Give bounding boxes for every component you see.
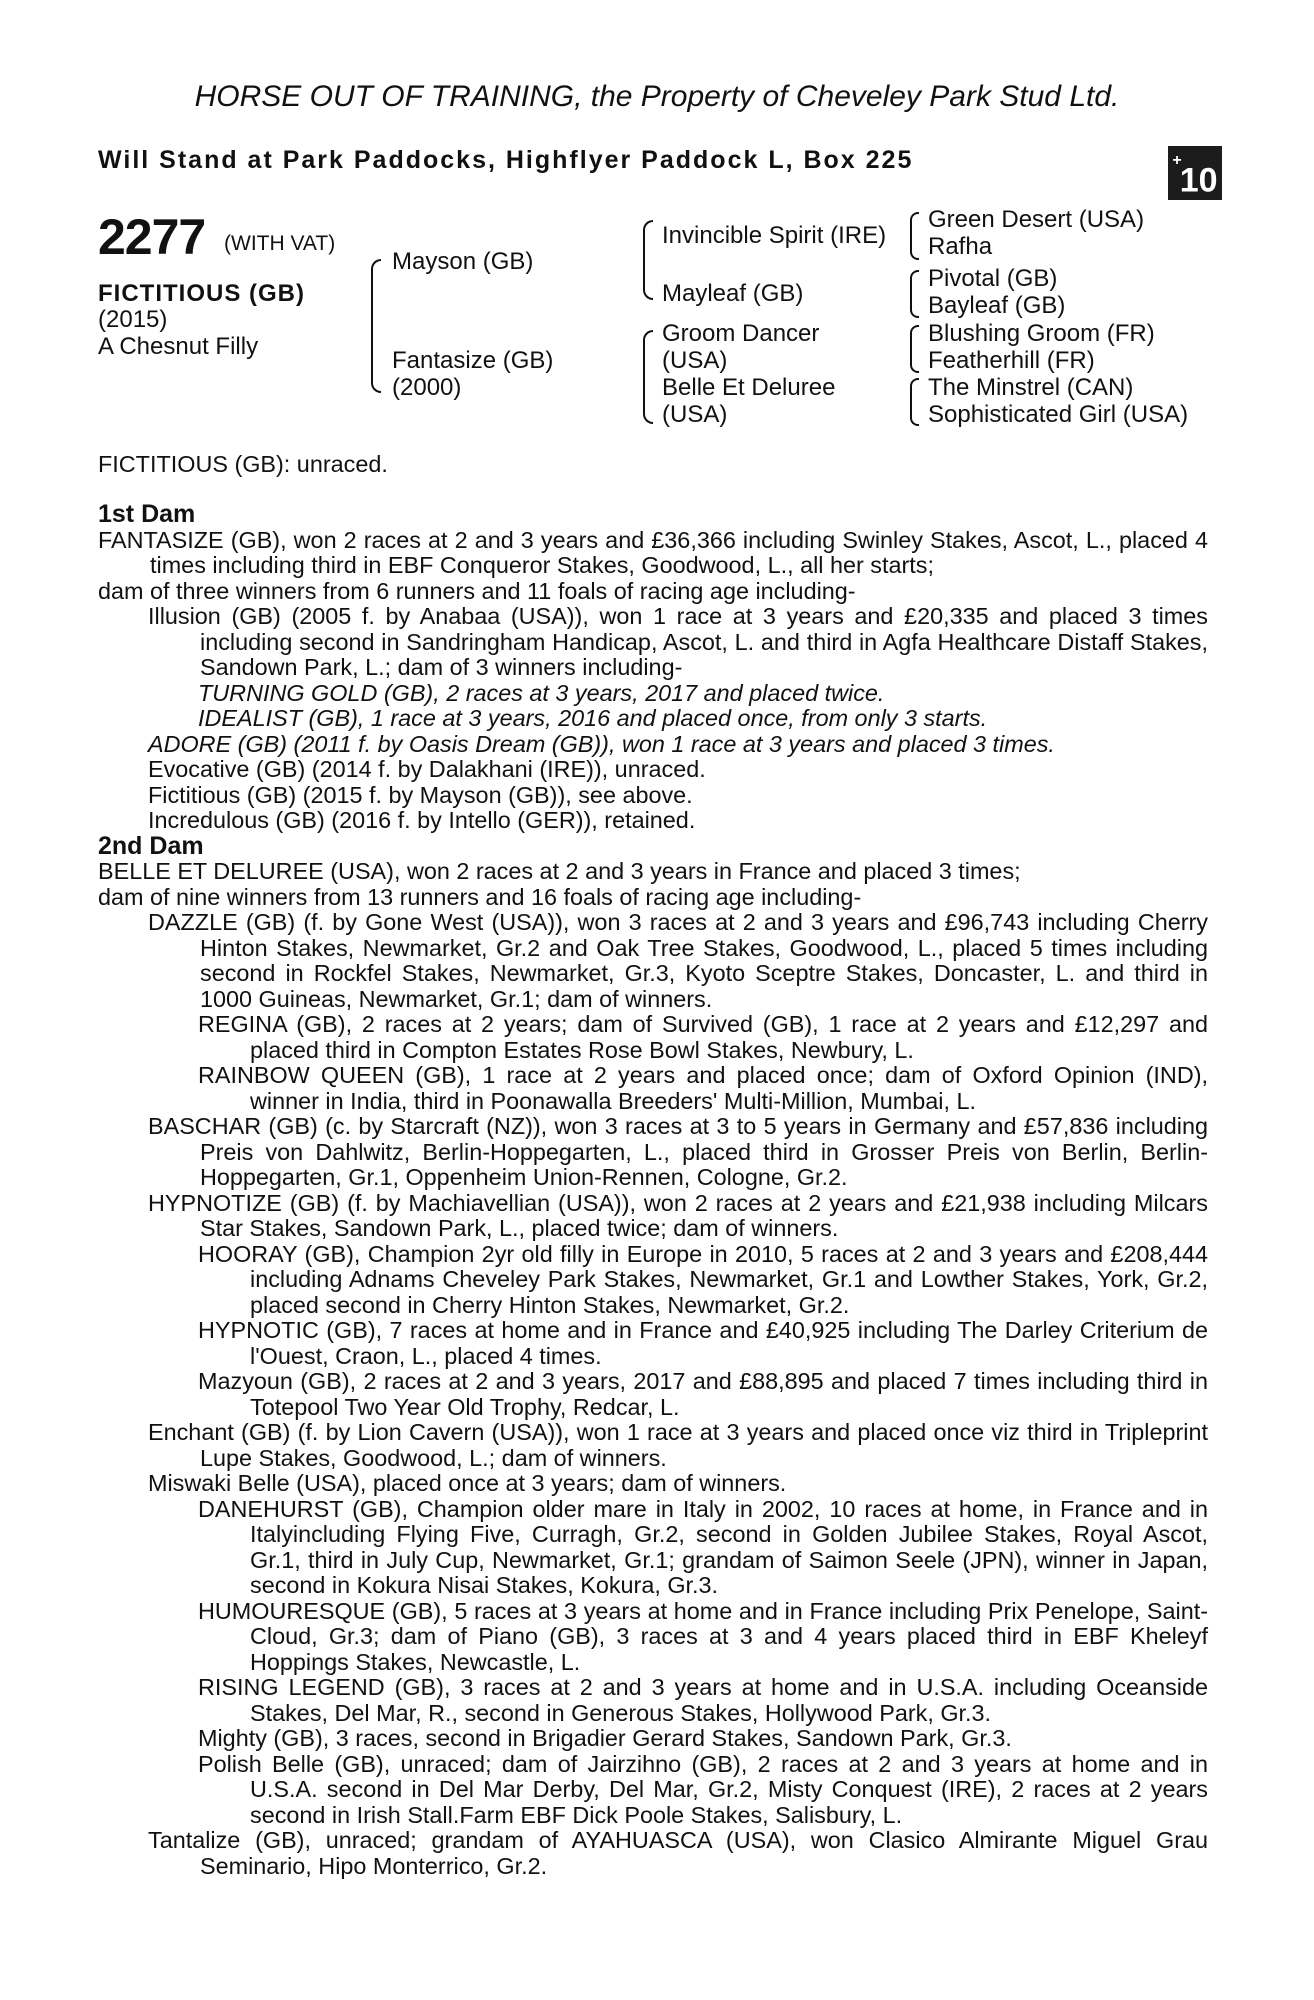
pedigree-ssd: Rafha (928, 233, 993, 260)
pedigree-ddd: Sophisticated Girl (USA) (928, 401, 1189, 428)
produce-record: Illusion (GB) (2005 f. by Anabaa (USA)), won 1 race at 3 years and £20,335 and placed 3 times including second in Sandringham Handicap, Ascot, L. and third in Agfa Healthcare Distaff Stakes, Sandown Park, L.; dam of 3 winners including- (148, 603, 1208, 680)
badge-number: 10 (1179, 161, 1218, 200)
produce-record: RAINBOW QUEEN (GB), 1 race at 2 years and placed once; dam of Oxford Opinion (IND), winner in India, third in Poonawalla Breeders' Multi-Million, Mumbai, L. (198, 1062, 1208, 1114)
produce-record: Polish Belle (GB), unraced; dam of Jairzihno (GB), 2 races at 2 and 3 years at home and in U.S.A. second in Del Mar Derby, Del Mar, Gr.2, Misty Conquest (IRE), 2 races at 2 years second in Irish Stall.Farm EBF Dick Poole Stakes, Salisbury, L. (198, 1750, 1208, 1828)
produce-record: BASCHAR (GB) (c. by Starcraft (NZ)), won 3 races at 3 to 5 years in Germany and £57,836 including Preis von Dahlwitz, Berlin-Hoppegarten, L., placed third in Grosser Preis von Berlin, Berlin-Hoppegarten, Gr.1, Oppenheim Union-Rennen, Cologne, Gr.2. (148, 1113, 1208, 1190)
pedigree-brace-sire (643, 220, 653, 300)
produce-record: Fictitious (GB) (2015 f. by Mayson (GB)), see above. (148, 781, 693, 808)
horse-description: A Chesnut Filly (98, 333, 259, 360)
produce-record: TURNING GOLD (GB), 2 races at 3 years, 2017 and placed twice. (198, 679, 885, 706)
produce-record: RISING LEGEND (GB), 3 races at 2 and 3 years at home and in U.S.A. including Oceanside Stakes, Del Mar, R., second in Generous Stakes, Hollywood Park, Gr.3. (198, 1674, 1208, 1726)
pedigree-dam-dam-line1: Belle Et Deluree (662, 374, 836, 401)
horse-name: FICTITIOUS (GB) (98, 280, 305, 307)
produce-record: Enchant (GB) (f. by Lion Cavern (USA)), won 1 race at 3 years and placed once viz third in Tripleprint Lupe Stakes, Goodwood, L.; dam of winners. (148, 1419, 1208, 1471)
produce-record: Miswaki Belle (USA), placed once at 3 years; dam of winners. (148, 1470, 787, 1496)
pedigree-sss: Green Desert (USA) (928, 206, 1145, 233)
pedigree-brace-dd (910, 378, 919, 426)
pedigree-dam-sire-line2: (USA) (662, 347, 728, 374)
produce-record: ADORE (GB) (2011 f. by Oasis Dream (GB)), won 1 race at 3 years and placed 3 times. (148, 730, 1055, 757)
pedigree-dam-dam-line2: (USA) (662, 401, 728, 428)
produce-record: Incredulous (GB) (2016 f. by Intello (GER)), retained. (148, 807, 696, 833)
pedigree-sds: Pivotal (GB) (928, 265, 1058, 292)
produce-record: Mighty (GB), 3 races, second in Brigadier Gerard Stakes, Sandown Park, Gr.3. (198, 1725, 1012, 1751)
pedigree-sire-dam: Mayleaf (GB) (662, 280, 804, 307)
produce-record: DANEHURST (GB), Champion older mare in Italy in 2002, 10 races at home, in France and in Italyincluding Flying Five, Curragh, Gr.2, second in Golden Jubilee Stakes, Royal Ascot, Gr.1, third in July Cup, Newmarket, Gr.1; grandam of Saimon Seele (JPN), winner in Japan, second in Kokura Nisai Stakes, Kokura, Gr.3. (198, 1495, 1208, 1598)
vat-note: (WITH VAT) (224, 232, 336, 255)
pedigree-dam-line1: Fantasize (GB) (392, 347, 554, 374)
lot-badge (1168, 146, 1222, 200)
second-dam-text: BELLE ET DELUREE (USA), won 2 races at 2 and 3 years in France and placed 3 times; (98, 858, 1021, 884)
dam-sections (98, 502, 1208, 1879)
pedigree-brace-ss (910, 212, 919, 260)
produce-record: HOORAY (GB), Champion 2yr old filly in Europe in 2010, 5 races at 2 and 3 years and £208,444 including Adnams Cheveley Park Stakes, Newmarket, Gr.1 and Lowther Stakes, York, Gr.2, placed second in Cherry Hinton Stakes, Newmarket, Gr.2. (198, 1240, 1208, 1318)
second-dam-heading: 2nd Dam (98, 831, 204, 860)
produce-record: HUMOURESQUE (GB), 5 races at 3 years at home and in France including Prix Penelope, Saint-Cloud, Gr.3; dam of Piano (GB), 3 races at 3 and 4 years placed third in EBF Kheleyf Hoppings Stakes, Newcastle, L. (198, 1597, 1208, 1675)
first-dam-heading: 1st Dam (98, 500, 196, 528)
produce-record: Evocative (GB) (2014 f. by Dalakhani (IRE)), unraced. (148, 756, 706, 782)
pedigree-brace-sd (910, 270, 919, 318)
first-dam-produce-summary: dam of three winners from 6 runners and 11 foals of racing age including- (98, 577, 856, 604)
pedigree-dam-line2: (2000) (392, 374, 462, 401)
first-dam-text: FANTASIZE (GB), won 2 races at 2 and 3 years and £36,366 including Swinley Stakes, Ascot, L., placed 4 times including third in EBF Conqueror Stakes, Goodwood, L., all her starts; (98, 526, 1208, 578)
pedigree-dam-sire-line1: Groom Dancer (662, 320, 820, 347)
produce-record: HYPNOTIC (GB), 7 races at home and in France and £40,925 including The Darley Criterium de l'Ouest, Craon, L., placed 4 times. (198, 1317, 1208, 1369)
pedigree-brace-dam (643, 330, 653, 424)
pedigree-dds: The Minstrel (CAN) (928, 374, 1134, 401)
produce-record: HYPNOTIZE (GB) (f. by Machiavellian (USA)), won 2 races at 2 years and £21,938 including Milcars Star Stakes, Sandown Park, L., placed twice; dam of winners. (148, 1189, 1208, 1241)
page-header-title: HORSE OUT OF TRAINING, the Property of Cheveley Park Stud Ltd. (194, 80, 1120, 113)
pedigree-brace-ds (910, 325, 919, 373)
pedigree-dsd: Featherhill (FR) (928, 347, 1095, 374)
stand-location: Will Stand at Park Paddocks, Highflyer Paddock L, Box 225 (98, 146, 914, 174)
pedigree-sdd: Bayleaf (GB) (928, 292, 1066, 319)
badge-plus: + (1172, 152, 1182, 169)
pedigree-sire: Mayson (GB) (392, 248, 534, 275)
produce-record: Tantalize (GB), unraced; grandam of AYAHUASCA (USA), won Clasico Almirante Miguel Grau Seminario, Hipo Monterrico, Gr.2. (148, 1827, 1208, 1879)
produce-record: Mazyoun (GB), 2 races at 2 and 3 years, 2017 and £88,895 and placed 7 times including third in Totepool Two Year Old Trophy, Redcar, L. (198, 1368, 1208, 1420)
pedigree-dss: Blushing Groom (FR) (928, 320, 1155, 347)
second-dam-produce-summary: dam of nine winners from 13 runners and 16 foals of racing age including- (98, 883, 862, 910)
produce-record: DAZZLE (GB) (f. by Gone West (USA)), won 3 races at 2 and 3 years and £96,743 including Cherry Hinton Stakes, Newmarket, Gr.2 and Oak Tree Stakes, Goodwood, L., placed 5 times including second in Rockfel Stakes, Newmarket, Gr.3, Kyoto Sceptre Stakes, Doncaster, L. and third in 1000 Guineas, Newmarket, Gr.1; dam of winners. (148, 909, 1208, 1012)
race-record: FICTITIOUS (GB): unraced. (98, 451, 388, 477)
horse-year: (2015) (98, 306, 168, 333)
produce-record: IDEALIST (GB), 1 race at 3 years, 2016 and placed once, from only 3 starts. (198, 705, 988, 731)
produce-record: REGINA (GB), 2 races at 2 years; dam of Survived (GB), 1 race at 2 years and £12,297 and placed third in Compton Estates Rose Bowl Stakes, Newbury, L. (198, 1011, 1208, 1063)
pedigree-sire-sire: Invincible Spirit (IRE) (662, 222, 887, 249)
lot-number: 2277 (98, 209, 206, 265)
pedigree-brace-gen1 (371, 259, 381, 393)
